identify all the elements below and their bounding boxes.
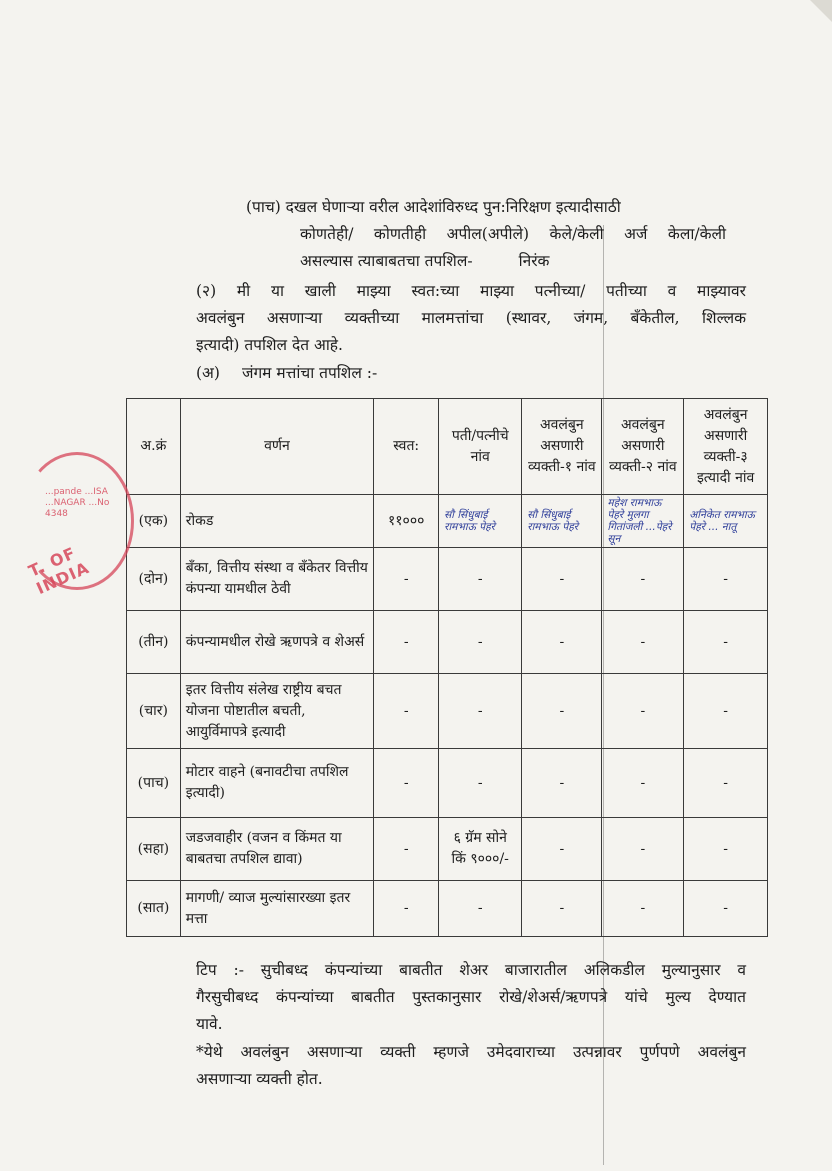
- row-dep2: -: [602, 674, 684, 749]
- handwritten-dep1: सौ सिंधुबाई रामभाऊ पेहरे: [527, 509, 579, 533]
- row-desc: रोकड: [180, 495, 373, 548]
- row-dep2: -: [602, 548, 684, 611]
- section-pach-line3: [246, 248, 726, 275]
- row-desc: इतर वित्तीय संलेख राष्ट्रीय बचत योजना पोष्टातील बचती, आयुर्विमापत्रे इत्यादी: [180, 674, 373, 749]
- row-spouse: -: [439, 749, 522, 818]
- row-dep1: [522, 495, 602, 548]
- page-corner: [810, 0, 832, 22]
- section-pach-line1: (पाच) दखल घेणाऱ्या वरील आदेशांविरुध्द पुन:निरिक्षण इत्यादीसाठी: [246, 198, 621, 216]
- section-a-num: (अ): [196, 364, 220, 382]
- row-dep2: -: [602, 818, 684, 881]
- stamp-text-top: ...pande ...ISA ...NAGAR ...No 4348: [45, 487, 110, 519]
- row-dep2: -: [602, 749, 684, 818]
- row-spouse: -: [439, 548, 522, 611]
- official-stamp: [20, 452, 134, 599]
- row-num: (चार): [127, 674, 181, 749]
- row-self: -: [374, 818, 439, 881]
- row-self: -: [374, 548, 439, 611]
- row-num: (दोन): [127, 548, 181, 611]
- row-num: (पाच): [127, 749, 181, 818]
- section-pach: [246, 194, 726, 275]
- movable-assets-table: [126, 398, 768, 937]
- handwritten-dep3: अनिकेत रामभाऊ पेहरे ... नातू: [689, 509, 755, 533]
- dependent-definition: [196, 1039, 746, 1093]
- row-desc: कंपन्यामधील रोखे ऋणपत्रे व शेअर्स: [180, 611, 373, 674]
- note-line4: *येथे अवलंबुन असणाऱ्या व्यक्ती म्हणजे उमेदवाराच्या उत्पन्नावर पुर्णपणे अवलंबुन: [196, 1043, 746, 1061]
- row-dep3: -: [684, 611, 768, 674]
- note-line3: यावे.: [196, 1015, 223, 1033]
- row-dep1: -: [522, 881, 602, 937]
- row-dep1: -: [522, 548, 602, 611]
- note-line2: गैरसुचीबध्द कंपन्यांच्या बाबतीत पुस्तकानुसार रोखे/शेअर्स/ऋणपत्रे यांचे मुल्य देण्यात: [196, 988, 746, 1006]
- row-num: (एक): [127, 495, 181, 548]
- row-spouse: -: [439, 881, 522, 937]
- row-spouse: ६ ग्रॅम सोने किं ९०००/-: [439, 818, 522, 881]
- handwritten-dep2: महेश रामभाऊ पेहरे मुलगा गितांजली ...पेहरे सून: [607, 497, 672, 545]
- table-row: [127, 818, 768, 881]
- row-self: -: [374, 611, 439, 674]
- section-pach-line2: कोणतेही/ कोणतीही अपील(अपीले) केले/केली अर्ज केला/केली: [300, 225, 726, 243]
- row-dep1: -: [522, 749, 602, 818]
- row-dep3: [684, 495, 768, 548]
- header-dependent-3: अवलंबुन असणारी व्यक्ती-३ इत्यादी नांव: [684, 399, 768, 495]
- section-a-heading: [196, 360, 377, 387]
- row-desc: जडजवाहीर (वजन व किंमत या बाबतचा तपशिल द्यावा): [180, 818, 373, 881]
- row-spouse: -: [439, 611, 522, 674]
- handwritten-spouse: सौ सिंधुबाई रामभाऊ पेहरे: [444, 509, 495, 533]
- section-a-title: जंगम मत्तांचा तपशिल :-: [241, 364, 378, 382]
- row-dep2: -: [602, 881, 684, 937]
- row-num: (तीन): [127, 611, 181, 674]
- row-desc: मोटार वाहने (बनावटीचा तपशिल इत्यादी): [180, 749, 373, 818]
- table-row: [127, 881, 768, 937]
- row-desc: बँका, वित्तीय संस्था व बँकेतर वित्तीय कंपन्या यामधील ठेवी: [180, 548, 373, 611]
- header-description: वर्णन: [180, 399, 373, 495]
- row-dep2: -: [602, 611, 684, 674]
- row-spouse: [439, 495, 522, 548]
- row-num: (सात): [127, 881, 181, 937]
- header-dependent-1: अवलंबुन असणारी व्यक्ती-१ नांव: [522, 399, 602, 495]
- table-row: [127, 749, 768, 818]
- section-2-line3: इत्यादी) तपशिल देत आहे.: [196, 336, 343, 354]
- row-dep3: -: [684, 749, 768, 818]
- row-self: ११०००: [374, 495, 439, 548]
- row-dep3: -: [684, 818, 768, 881]
- row-self: -: [374, 881, 439, 937]
- table-row: [127, 495, 768, 548]
- row-num: (सहा): [127, 818, 181, 881]
- row-dep1: -: [522, 674, 602, 749]
- section-2: [196, 278, 746, 359]
- header-dependent-2: अवलंबुन असणारी व्यक्ती-२ नांव: [602, 399, 684, 495]
- header-self: स्वत:: [374, 399, 439, 495]
- section-2-line1: (२) मी या खाली माझ्या स्वत:च्या माझ्या पत्नीच्या/ पतीच्या व माझ्यावर: [196, 282, 746, 300]
- row-spouse: -: [439, 674, 522, 749]
- note-line5: असणाऱ्या व्यक्ती होत.: [196, 1070, 323, 1088]
- note-line1: टिप :- सुचीबध्द कंपन्यांच्या बाबतीत शेअर बाजारातील अलिकडील मुल्यानुसार व: [196, 961, 746, 979]
- stamp-text-arc: T. OF INDIA: [25, 543, 93, 599]
- section-2-line2: अवलंबुन असणाऱ्या व्यक्तीच्या मालमत्तांचा (स्थावर, जंगम, बँकेतील, शिल्लक: [196, 309, 746, 327]
- row-desc: मागणी/ व्याज मुल्यांसारख्या इतर मत्ता: [180, 881, 373, 937]
- table-row: [127, 674, 768, 749]
- table-row: [127, 548, 768, 611]
- row-dep1: -: [522, 611, 602, 674]
- table-row: [127, 611, 768, 674]
- row-dep1: -: [522, 818, 602, 881]
- table-header-row: [127, 399, 768, 495]
- row-dep2: [602, 495, 684, 548]
- row-dep3: -: [684, 674, 768, 749]
- row-dep3: -: [684, 881, 768, 937]
- header-serial: अ.क्रं: [127, 399, 181, 495]
- header-spouse: पती/पत्नीचे नांव: [439, 399, 522, 495]
- row-dep3: -: [684, 548, 768, 611]
- row-self: -: [374, 674, 439, 749]
- section-pach-line3-text: असल्यास त्याबाबतचा तपशिल-: [300, 252, 473, 270]
- note-paragraph: [196, 957, 746, 1038]
- row-self: -: [374, 749, 439, 818]
- nil-value: निरंक: [518, 252, 550, 270]
